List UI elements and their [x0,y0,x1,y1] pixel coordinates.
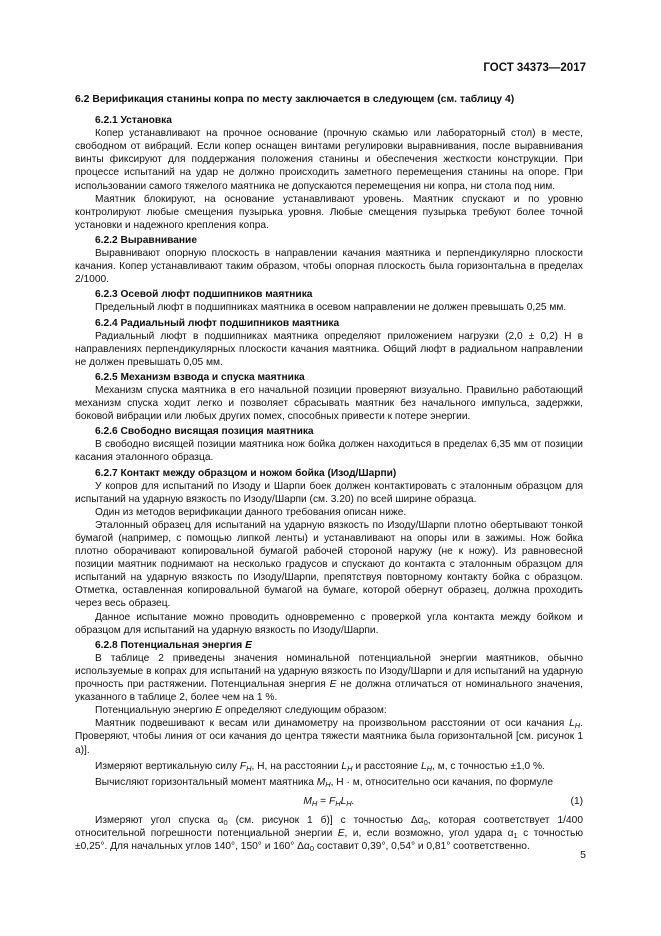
section-6-2-1-title: 6.2.1 Установка [95,115,172,127]
section-6-2-8-title: 6.2.8 Потенциальная энергия E [95,639,252,651]
paragraph: Измеряют угол спуска $\alpha_0$ (см. рисунок 1 б)] с точностью $\Delta\alpha_0$, которая соответствует 1/400 относительной погрешности потенциальной энергии E, и, если возможно, угол удара $\alpha_1$ с точностью ±0,25°. Для начальных углов 140°, 150° и 160° $\Delta\alpha_0$ составит 0,39°, 0,54° и 0,81° соответственно. [75,814,583,854]
section-6-2-2-title: 6.2.2 Выравнивание [95,234,197,246]
paragraph: Данное испытание можно проводить одновременно с проверкой угла контакта между бойком и образцом для испытаний на ударную вязкость по Изоду/Шарпи. [75,611,583,636]
paragraph: Выравнивают опорную плоскость в направлении качания маятника и перпендикулярно плоскости качания. Копер устанавливают таким образом, чтобы опорная плоскость была горизонтальна в пределах 2/1000. [75,248,583,286]
page-number: 5 [580,849,586,861]
paragraph: В свободно висящей позиции маятника нож бойка должен находиться в пределах 6,35 мм от позиции касания эталонного образца. [75,439,583,464]
paragraph: Один из методов верификации данного требования описан ниже. [95,506,407,518]
section-6-2-3-title: 6.2.3 Осевой люфт подшипников маятника [95,289,313,301]
paragraph: Измеряют вертикальную силу $F_H$, Н, на расстоянии $L_H$ и расстояние $L_H$, м, с точностью ±1,0 %. [95,760,545,773]
paragraph: Радиальный люфт в подшипниках маятника определяют приложением нагрузки (2,0 ± 0,2) Н в направлениях перпендикулярных плоскости качания маятника. Общий люфт в радиальном направлении не должен превышать 0,05 мм. [75,330,583,368]
paragraph: Предельный люфт в подшипниках маятника в осевом направлении не должен превышать 0,25 мм. [95,302,567,314]
formula-number: (1) [570,795,583,807]
paragraph: В таблице 2 приведены значения номинальной потенциальной энергии маятников, обычно используемые в копрах для испытаний на ударную вязкость по Изоду/Шарпи и для испытаний на ударную прочность при растяжении. Потенциальная энергия E не должна отличаться от номинального значения, указанного в таблице 2, более чем на 1 %. [75,652,584,704]
section-6-2-7-title: 6.2.7 Контакт между образцом и ножом бойка (Изод/Шарпи) [95,467,397,479]
document-code: ГОСТ 34373—2017 [483,62,586,74]
section-6-2-4-title: 6.2.4 Радиальный люфт подшипников маятника [95,317,340,329]
paragraph: Маятник подвешивают к весам или динамометру на произвольном расстоянии от оси качания $L_H$. Проверяют, чтобы линия от оси качания до центра тяжести маятника была горизонтальной [см. рисунок 1 а)]. [75,718,583,756]
paragraph: У копров для испытаний по Изоду и Шарпи боек должен контактировать с эталонным образцом для испытаний на ударную вязкость по Изоду/Шарпи (см. 3.20) по всей ширине образца. [75,480,583,505]
paragraph: Вычисляют горизонтальный момент маятника $M_H$, Н · м, относительно оси качания, по формуле [95,776,553,789]
paragraph: Потенциальную энергию E определяют следующим образом: [95,705,387,717]
paragraph: Копер устанавливают на прочное основание (прочную скамью или лабораторный стол) в месте, свободном от вибраций. Если копер оснащен винтами регулировки выравнивания, после выравнивания винты фиксируют для поддержания положения станины и обеспечения жесткости конструкции. При процессе испытаний на удар не должно происходить заметного перемещения станины на опоре. При использовании самого тяжелого маятника не допускаются перемещения ни копра, ни стола под ним. [75,128,583,192]
section-6-2-5-title: 6.2.5 Механизм взвода и спуска маятника [95,371,305,383]
formula-1: $M_H = F_HL_H$. (1) [303,795,583,808]
section-6-2-title: 6.2 Верификация станины копра по месту заключается в следующем (см. таблицу 4) [75,94,515,105]
paragraph: Маятник блокируют, на основание устанавливают уровень. Маятник спускают и по уровню контролируют любые смещения пузырька уровня. Любые смещения пузырька требуют более точной установки и надежного крепления копра. [75,193,583,231]
document-body [75,93,583,853]
paragraph: Эталонный образец для испытаний на ударную вязкость по Изоду/Шарпи плотно обертывают тонкой бумагой (например, с помощью липкой ленты) и устанавливают на опоры или в зажимы. Нож бойка плотно оборачивают копировальной бумагой рабочей стороной наружу (не к ножу). Из равновесной позиции маятник поднимают на несколько градусов и спускают до контакта с эталонным образцом для испытаний на ударную вязкость по Изоду/Шарпи, препятствуя повторному контакту бойка с образцом. Отметка, оставленная копировальной бумагой на бумаге, которой обернут образец, должна проходить через весь образец. [75,519,583,610]
paragraph: Механизм спуска маятника в его начальной позиции проверяют визуально. Правильно работающий механизм спуска ходит легко и позволяет сбрасывать маятник без начального импульса, задержки, боковой вибрации или любых других помех, способных привести к потере энергии. [75,384,583,423]
section-6-2-6-title: 6.2.6 Свободно висящая позиция маятника [95,426,314,438]
